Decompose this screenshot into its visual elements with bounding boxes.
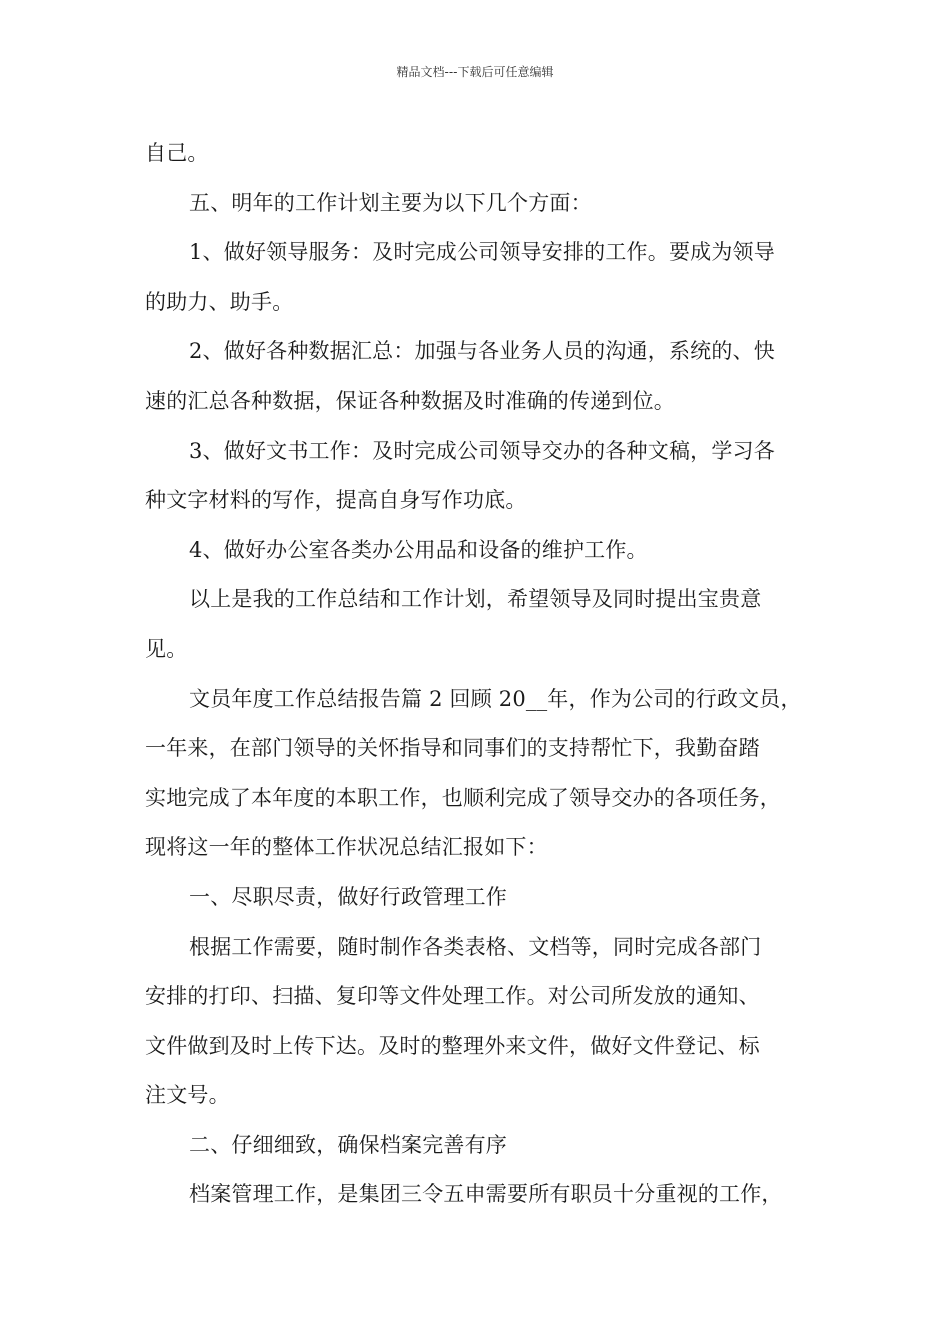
text-line: 一年来，在部门领导的关怀指导和同事们的支持帮忙下，我勤奋踏 [145, 736, 760, 761]
list-item: 2、做好各种数据汇总：加强与各业务人员的沟通，系统的、快 [189, 339, 775, 364]
paragraph-line: 根据工作需要，随时制作各类表格、文档等，同时完成各部门 [189, 934, 762, 959]
paragraph-line: 以上是我的工作总结和工作计划，希望领导及同时提出宝贵意 [189, 587, 762, 612]
page-header: 精品文档---下载后可任意编辑 [396, 65, 554, 79]
text-line: 实地完成了本年度的本职工作，也顺利完成了领导交办的各项任务， [145, 785, 781, 810]
text-line: 见。 [145, 636, 188, 661]
text-line: 速的汇总各种数据，保证各种数据及时准确的传递到位。 [145, 388, 675, 413]
text-line: 种文字材料的写作，提高自身写作功底。 [145, 488, 527, 513]
section-heading: 五、明年的工作计划主要为以下几个方面： [189, 190, 592, 215]
paragraph-line: 文员年度工作总结报告篇 2 回顾 20__年，作为公司的行政文员， [189, 686, 802, 711]
text-line: 注文号。 [145, 1083, 230, 1108]
text-line: 文件做到及时上传下达。及时的整理外来文件，做好文件登记、标 [145, 1033, 760, 1058]
document-body [145, 133, 815, 1224]
section-heading: 一、尽职尽责，做好行政管理工作 [189, 884, 507, 909]
text-line: 自己。 [145, 141, 209, 165]
text-line: 现将这一年的整体工作状况总结汇报如下： [145, 835, 548, 860]
list-item: 1、做好领导服务：及时完成公司领导安排的工作。要成为领导 [189, 240, 775, 265]
list-item: 4、做好办公室各类办公用品和设备的维护工作。 [189, 537, 648, 562]
list-item: 3、做好文书工作：及时完成公司领导交办的各种文稿，学习各 [189, 438, 775, 463]
paragraph-line: 档案管理工作，是集团三令五申需要所有职员十分重视的工作， [189, 1182, 783, 1207]
section-heading: 二、仔细细致，确保档案完善有序 [189, 1132, 507, 1157]
text-line: 安排的打印、扫描、复印等文件处理工作。对公司所发放的通知、 [145, 984, 760, 1009]
text-line: 的助力、助手。 [145, 289, 294, 314]
